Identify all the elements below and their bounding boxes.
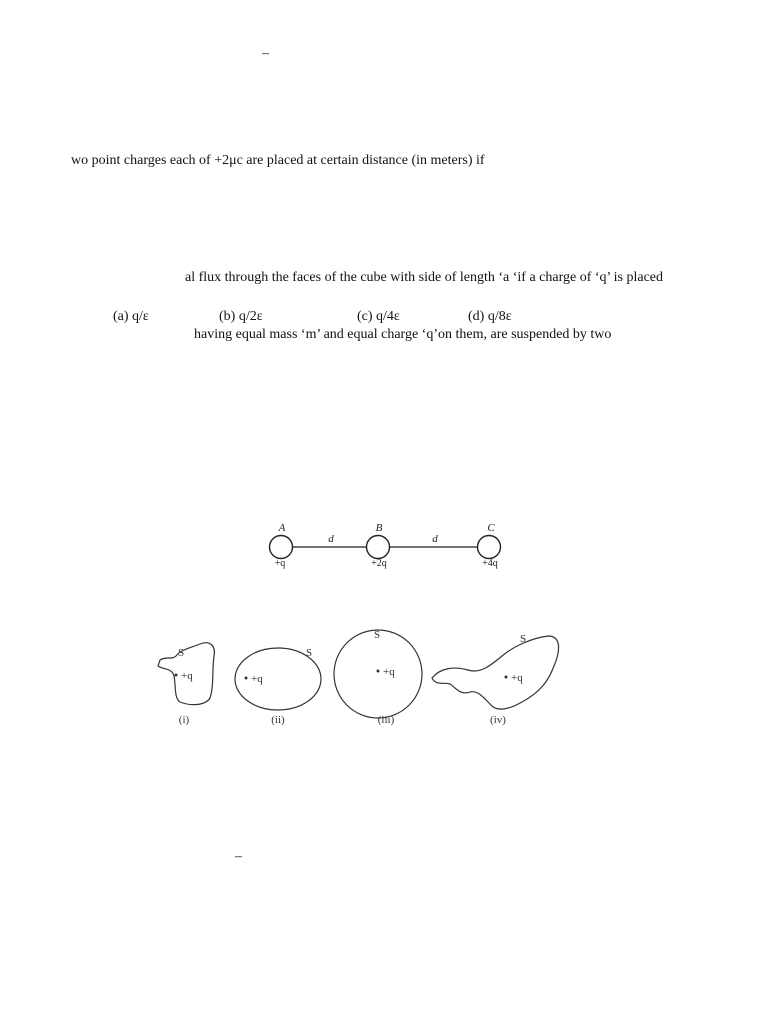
option-a: (a) q/ε	[113, 309, 149, 324]
dash-mark-bottom: –	[235, 849, 242, 864]
charge-label-iv: +q	[511, 672, 523, 684]
surface-i	[158, 643, 214, 726]
charge-label-iii: +q	[383, 666, 395, 678]
point-label-b: B	[375, 522, 383, 534]
charge-label-i: +q	[181, 670, 193, 682]
question-1-text: wo point charges each of +2μc are placed at certain distance (in meters) if	[71, 153, 485, 168]
surface-label-i: S	[178, 647, 185, 659]
surface-iii	[334, 629, 422, 726]
charge-value-b: +2q	[371, 558, 387, 569]
charge-sphere-a	[270, 536, 293, 559]
charge-dot-ii	[245, 677, 248, 680]
surface-label-ii: S	[306, 647, 313, 659]
option-c: (c) q/4ε	[357, 309, 400, 324]
charge-value-c: +4q	[482, 558, 498, 569]
question-3-text: having equal mass ‘m’ and equal charge ‘q’on them, are suspended by two	[194, 327, 612, 342]
distance-label-bc: d	[432, 533, 438, 545]
surface-label-iii: S	[374, 629, 381, 641]
charge-value-a: +q	[274, 558, 286, 569]
point-label-c: C	[487, 522, 495, 534]
surface-label-iv: S	[520, 633, 527, 645]
surface-iv	[432, 633, 559, 726]
caption-i: (i)	[178, 714, 190, 726]
point-label-a: A	[278, 522, 286, 534]
charge-label-ii: +q	[251, 673, 263, 685]
caption-iv: (iv)	[490, 714, 506, 726]
charge-line-diagram	[262, 518, 512, 574]
question-2-text: al flux through the faces of the cube with side of length ‘a ‘if a charge of ‘q’ is placed	[185, 270, 664, 285]
gaussian-surfaces-figure	[150, 626, 570, 730]
caption-ii: (ii)	[271, 714, 285, 726]
dash-mark-top: –	[262, 46, 269, 61]
charge-sphere-b	[367, 536, 390, 559]
distance-label-ab: d	[328, 533, 334, 545]
option-b: (b) q/2ε	[219, 309, 263, 324]
charge-dot-iii	[377, 670, 380, 673]
charge-sphere-c	[478, 536, 501, 559]
caption-iii: (iii)	[377, 714, 395, 726]
surface-ii	[235, 647, 321, 726]
charge-dot-i	[175, 674, 178, 677]
charge-dot-iv	[505, 676, 508, 679]
option-d: (d) q/8ε	[468, 309, 512, 324]
